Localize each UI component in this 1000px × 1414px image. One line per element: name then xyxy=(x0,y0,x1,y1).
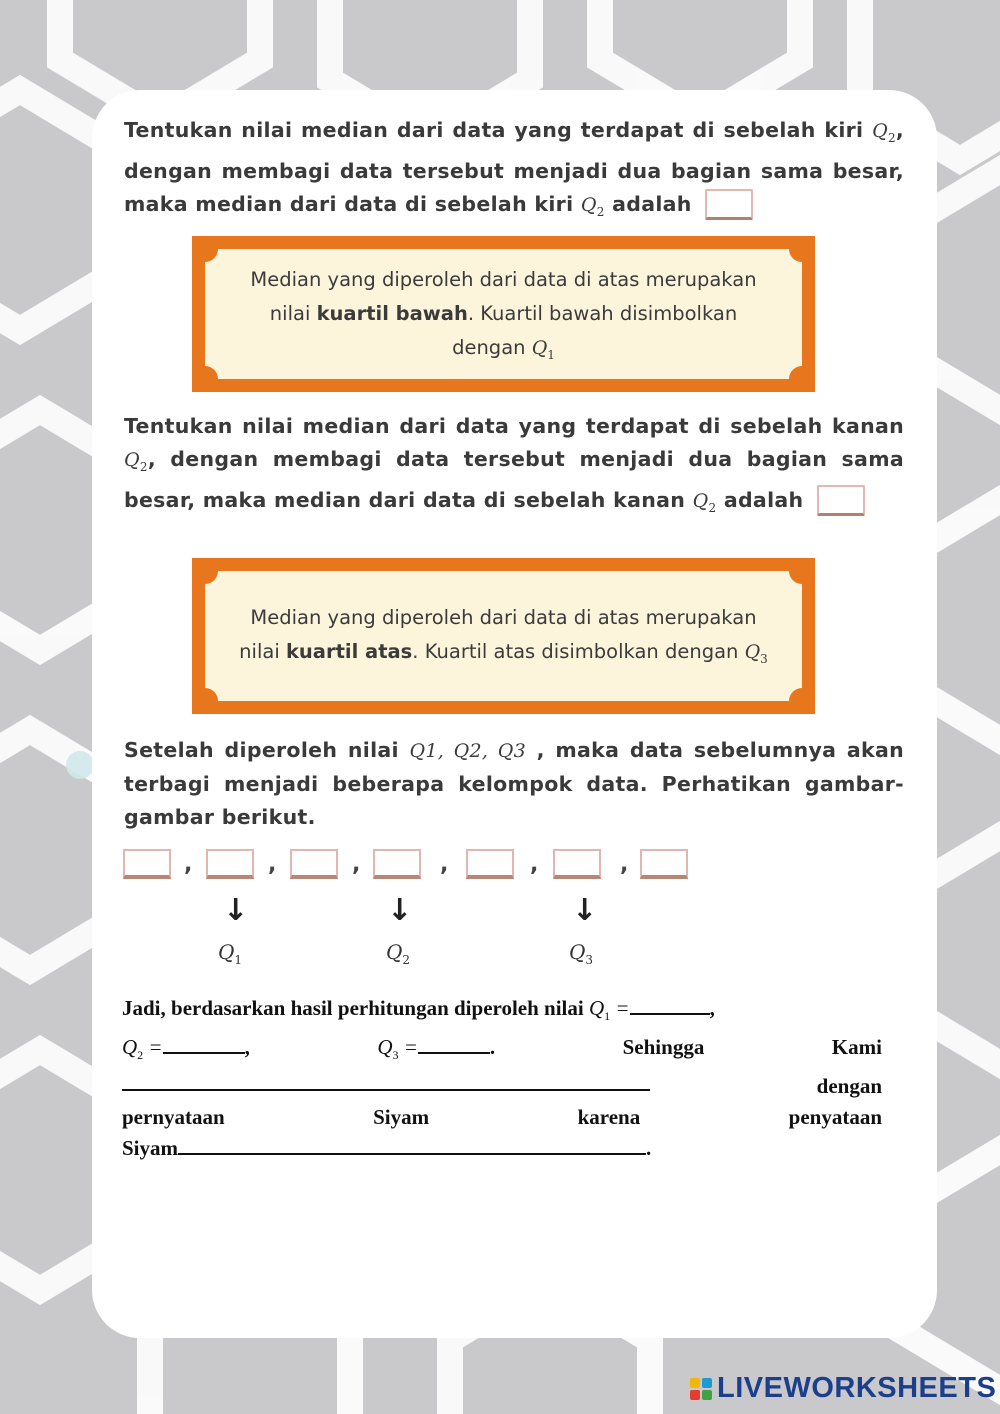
sequence-box-3[interactable] xyxy=(290,849,338,879)
answer-box-left-median[interactable] xyxy=(705,189,753,220)
conclusion-line5: Siyam . xyxy=(122,1136,652,1161)
q1-label: $Q_1$ xyxy=(218,940,243,967)
note-box-lower-quartile xyxy=(192,236,815,392)
comma: , xyxy=(440,852,449,877)
sequence-box-1[interactable] xyxy=(123,849,171,879)
sequence-box-5[interactable] xyxy=(466,849,514,879)
arrow-down-icon: ↓ xyxy=(572,893,598,928)
paragraph-left-median: Tentukan nilai median dari data yang terdapat di sebelah kiri $Q_2$, dengan membagi data tersebut menjadi dua bagian sama besar, maka median dari data di sebelah kiri $Q_2$ adalah xyxy=(124,118,904,219)
comma: , xyxy=(268,852,277,877)
note2-line1: Median yang diperoleh dari data di atas merupakan xyxy=(250,606,757,629)
q2-answer-field[interactable] xyxy=(163,1034,245,1054)
note1-line2: nilai kuartil bawah. Kuartil bawah disimbolkan xyxy=(269,302,738,325)
note-box-upper-quartile xyxy=(192,558,815,714)
q2-label: $Q_2$ xyxy=(386,940,411,967)
arrow-down-icon: ↓ xyxy=(387,893,413,928)
comma: , xyxy=(620,852,629,877)
conclusion-line4: pernyataan Siyam karena penyataan xyxy=(122,1105,882,1130)
note2-line2: nilai kuartil atas. Kuartil atas disimbolkan dengan $Q_3$ xyxy=(239,640,768,666)
sequence-box-7[interactable] xyxy=(640,849,688,879)
liveworksheets-logo: LIVEWORKSHEETS xyxy=(690,1372,996,1405)
sequence-box-4[interactable] xyxy=(373,849,421,879)
q1-answer-field[interactable] xyxy=(630,995,710,1015)
q3-answer-field[interactable] xyxy=(418,1034,490,1054)
q3-label: $Q_3$ xyxy=(569,940,594,967)
q2-symbol: $Q_2$ xyxy=(124,449,148,474)
conclusion-text xyxy=(122,993,882,1164)
sequence-box-2[interactable] xyxy=(206,849,254,879)
q2-symbol: $Q_2$ xyxy=(872,120,896,145)
q1-symbol: $Q_1$ xyxy=(531,337,555,362)
q2-symbol: $Q_2$ xyxy=(580,193,605,219)
conclusion-line3: dengan xyxy=(122,1071,882,1102)
conclusion-line1: Jadi, berdasarkan hasil perhitungan diperoleh nilai $Q_1$ = , xyxy=(122,996,715,1024)
conclusion-line2: $Q_2$ = , $Q_3$ = . Sehingga Kami xyxy=(122,1035,882,1063)
quartile-list: Q1, Q2, Q3 xyxy=(409,740,527,762)
upper-quartile-term: kuartil atas xyxy=(285,640,413,663)
paragraph-right-median: Tentukan nilai median dari data yang terdapat di sebelah kanan $Q_2$, dengan membagi data tersebut menjadi dua bagian sama besar, maka median dari data di sebelah kanan $Q_2$ adalah xyxy=(124,414,904,515)
paragraph-quartile-groups: Setelah diperoleh nilai Q1, Q2, Q3 , maka data sebelumnya akan terbagi menjadi beberapa kelompok data. Perhatikan gambar-gambar berikut. xyxy=(124,738,905,829)
q3-symbol: $Q_3$ xyxy=(744,641,768,666)
arrow-down-icon: ↓ xyxy=(223,893,249,928)
comma: , xyxy=(530,852,539,877)
liveworksheets-logo-icon xyxy=(690,1378,712,1400)
lower-quartile-term: kuartil bawah xyxy=(316,302,468,325)
answer-box-right-median[interactable] xyxy=(817,485,865,516)
comma: , xyxy=(184,852,193,877)
reason-answer-field[interactable] xyxy=(178,1135,646,1155)
note1-line3: dengan $Q_1$ xyxy=(452,336,555,362)
agreement-answer-field[interactable] xyxy=(122,1071,650,1091)
note1-line1: Median yang diperoleh dari data di atas merupakan xyxy=(250,268,757,291)
comma: , xyxy=(352,852,361,877)
sequence-box-6[interactable] xyxy=(553,849,601,879)
q2-symbol: $Q_2$ xyxy=(692,489,717,515)
